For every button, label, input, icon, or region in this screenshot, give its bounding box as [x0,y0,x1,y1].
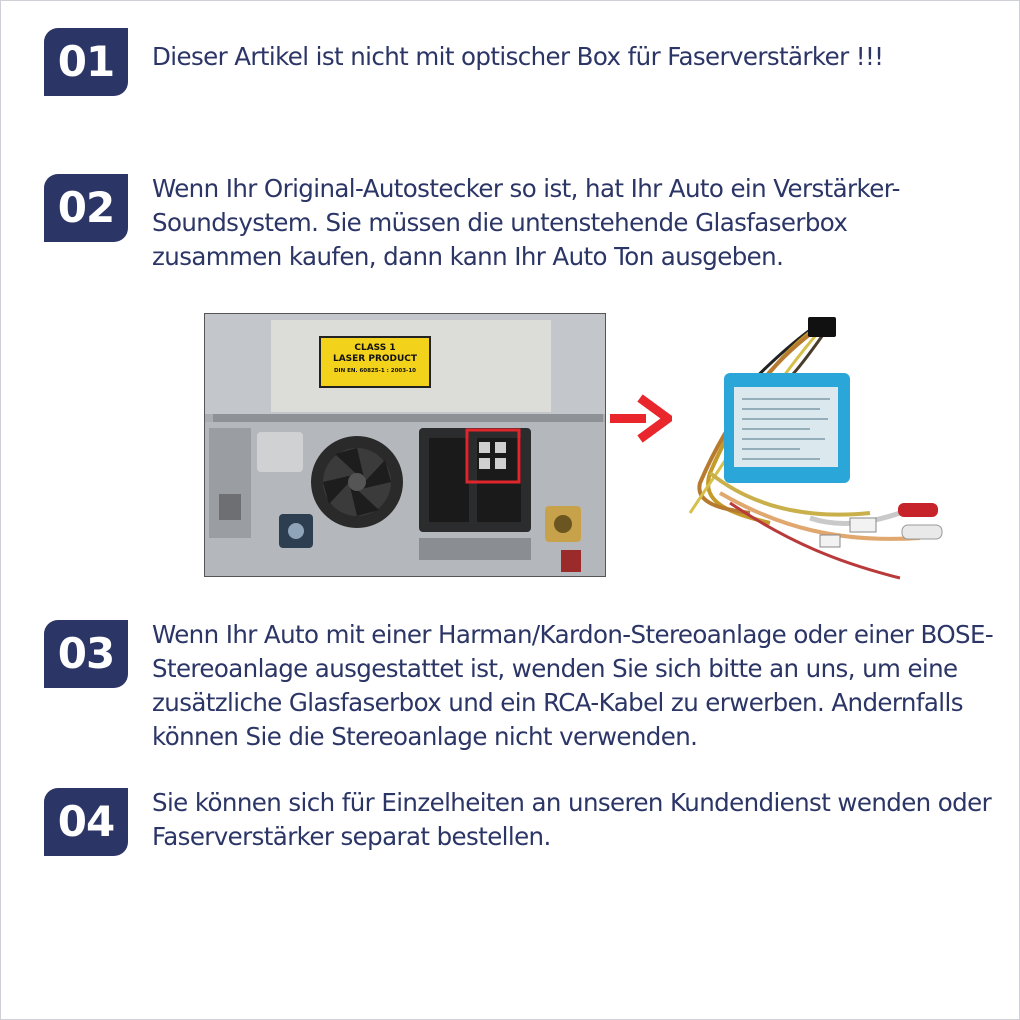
step-badge-02: 02 [44,174,128,242]
step-badge-04: 04 [44,788,128,856]
laser-label-line1: CLASS 1 [354,343,396,353]
step-text-04: Sie können sich für Einzelheiten an unseren Kundendienst wenden oder Faserverstärker separat bestellen. [152,788,992,851]
laser-label [319,336,431,388]
step-text-01: Dieser Artikel ist nicht mit optischer Box für Faserverstärker !!! [152,42,884,71]
fiber-amplifier-box-image [670,313,970,583]
red-arrow-icon [608,394,672,444]
step-text-02: Wenn Ihr Original-Autostecker so ist, hat Ihr Auto ein Verstärker-Soundsystem. Sie müssen die untenstehende Glasfaserbox zusammen kaufen, dann kann Ihr Auto Ton ausgeben. [152,174,900,271]
step-badge-01: 01 [44,28,128,96]
step-badge-03: 03 [44,620,128,688]
laser-label-line2: LASER PRODUCT [332,354,418,364]
laser-label-line3: DIN EN. 60825-1 : 2003-10 [333,368,416,374]
head-unit-photo [204,313,606,577]
step-text-03: Wenn Ihr Auto mit einer Harman/Kardon-Stereoanlage oder einer BOSE-Stereoanlage ausgestattet ist, wenden Sie sich bitte an uns, um eine zusätzliche Glasfaserbox und ein RCA-Kabel zu erwerben. Andernfalls können Sie die Stereoanlage nicht verwenden. [152,620,994,751]
